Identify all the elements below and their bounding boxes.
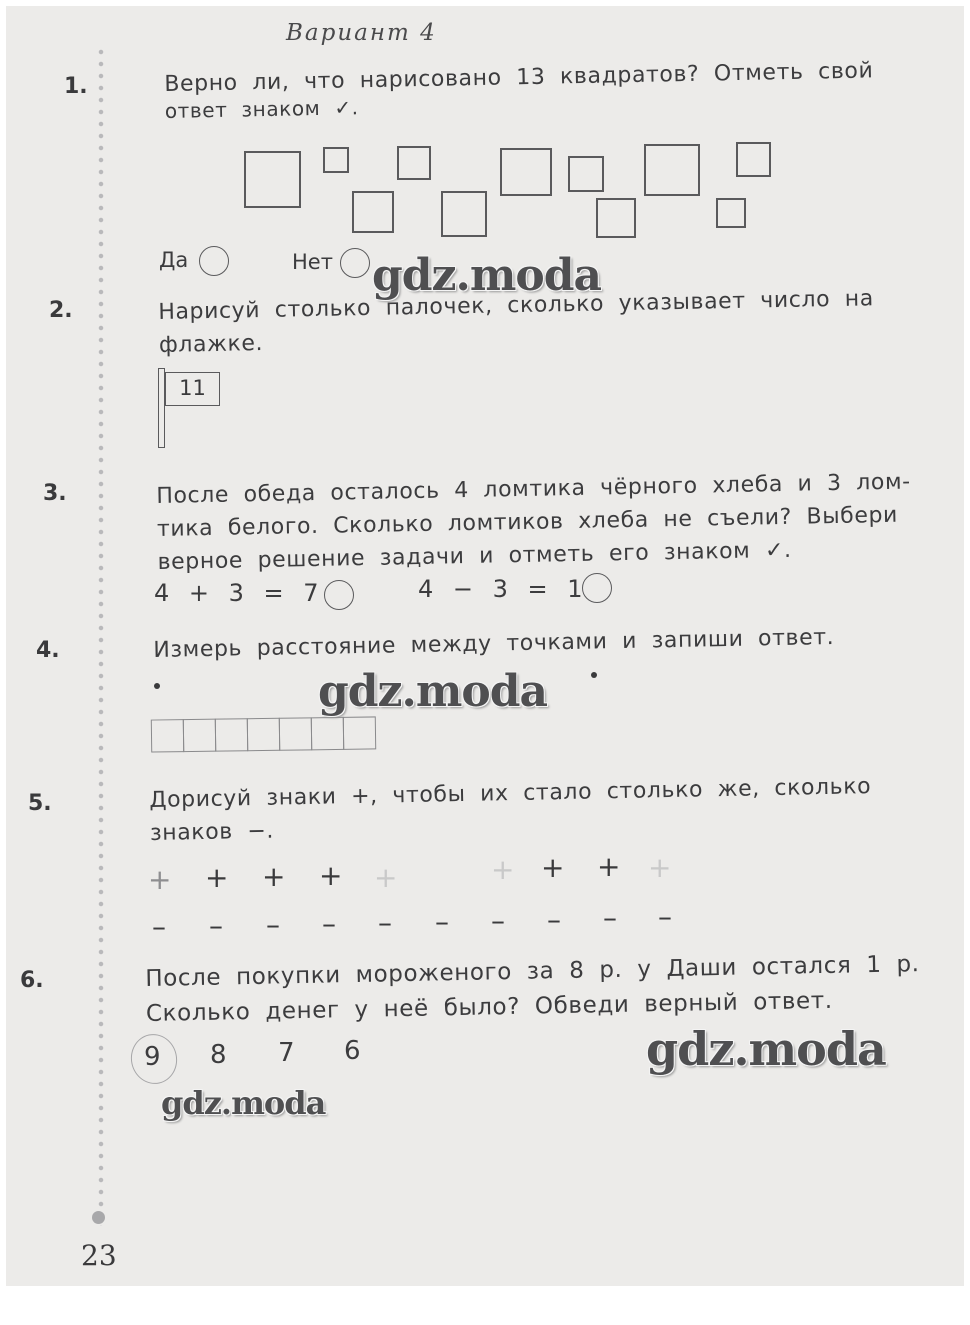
measure-point-right [591, 672, 597, 678]
task-1-number: 1. [64, 74, 88, 99]
task-6-text [145, 947, 921, 1032]
watermark: gdz.moda [318, 666, 548, 717]
task-3-number: 3. [43, 481, 67, 506]
plus-sign: + [319, 859, 343, 892]
answer-option-7[interactable]: 7 [278, 1038, 295, 1068]
task-2-line-2: флажке. [158, 330, 264, 358]
answer-cell[interactable] [311, 717, 344, 750]
measure-point-left [154, 683, 160, 689]
square [568, 156, 604, 192]
square [596, 198, 636, 238]
option-yes-checkbox[interactable] [199, 246, 229, 276]
answer-option-6[interactable]: 6 [344, 1036, 361, 1066]
task-6-number: 6. [20, 968, 44, 993]
minus-sign: – [266, 908, 280, 941]
option-yes-label: Да [159, 248, 189, 272]
task-5-number: 5. [28, 791, 52, 816]
equation-difference: 4 − 3 = 1 [418, 575, 586, 603]
watermark: gdz.moda [161, 1084, 326, 1122]
square [500, 148, 552, 196]
square [716, 198, 746, 228]
flag-number: 11 [165, 372, 220, 406]
task-2-line-1: Нарисуй столько палочек, сколько указывает число на [158, 286, 875, 325]
flag-pole [158, 368, 165, 448]
plus-sign: + [597, 850, 621, 883]
plus-sign: + [205, 861, 229, 894]
minus-sign: – [547, 903, 561, 936]
answer-cell[interactable] [215, 718, 248, 751]
watermark: gdz.moda [372, 250, 602, 301]
task-4-number: 4. [36, 638, 60, 663]
task-3-line-3: верное решение задачи и отметь его знаком ✓. [157, 537, 792, 575]
answer-option-9[interactable]: 9 [144, 1042, 161, 1072]
task-6-line-1: После покупки мороженого за 8 р. у Даши остался 1 р. [145, 951, 920, 992]
answer-cell[interactable] [279, 717, 312, 750]
task-1-line-1: Верно ли, что нарисовано 13 квадратов? Отметь свой [164, 58, 874, 97]
minus-sign: – [378, 906, 392, 939]
task-2-number: 2. [49, 298, 73, 323]
task-5-text [149, 770, 872, 850]
plus-sign: + [491, 853, 515, 886]
minus-sign: – [209, 909, 223, 942]
watermark: gdz.moda [646, 1022, 886, 1076]
answer-cell[interactable] [151, 719, 184, 752]
plus-sign: + [541, 851, 565, 884]
task-1-text [164, 54, 874, 128]
dotted-margin-line [98, 46, 104, 1226]
task-3-line-2: тика белого. Сколько ломтиков хлеба не съели? Выбери [156, 502, 899, 542]
equation-difference-checkbox[interactable] [582, 573, 612, 603]
plus-sign: + [374, 861, 398, 894]
equation-sum-checkbox[interactable] [324, 580, 354, 610]
plus-sign: + [648, 851, 672, 884]
minus-sign: – [603, 901, 617, 934]
answer-cell[interactable] [247, 718, 280, 751]
answer-cells[interactable] [151, 716, 375, 752]
option-no-checkbox[interactable] [340, 248, 370, 278]
square [736, 142, 771, 177]
task-3-line-1: После обеда осталось 4 ломтика чёрного хлеба и 3 лом- [156, 469, 911, 509]
plus-sign: + [262, 860, 286, 893]
square [644, 144, 700, 196]
task-3-text [156, 466, 912, 579]
task-5-line-2: знаков −. [149, 818, 275, 846]
minus-sign: – [491, 904, 505, 937]
square [441, 191, 487, 237]
task-4-text [153, 621, 835, 667]
task-4-line-1: Измерь расстояние между точками и запиши ответ. [153, 624, 835, 663]
answer-cell[interactable] [343, 716, 376, 749]
square [323, 147, 349, 173]
square [352, 191, 394, 233]
page-title: Вариант 4 [286, 20, 437, 46]
square [244, 151, 301, 208]
page-number: 23 [81, 1239, 117, 1272]
minus-sign: – [658, 900, 672, 933]
plus-sign: + [148, 863, 172, 896]
answer-cell[interactable] [183, 719, 216, 752]
task-5-line-1: Дорисуй знаки +, чтобы их стало столько же, сколько [149, 774, 872, 813]
task-1-line-2: ответ знаком ✓. [164, 95, 359, 123]
equation-sum: 4 + 3 = 7 [154, 579, 322, 607]
minus-sign: – [322, 907, 336, 940]
minus-sign: – [435, 905, 449, 938]
square [397, 146, 431, 180]
margin-dot [92, 1211, 105, 1224]
answer-option-8[interactable]: 8 [210, 1040, 227, 1070]
task-6-line-2: Сколько денег у неё было? Обведи верный ответ. [145, 987, 833, 1027]
option-no-label: Нет [292, 250, 333, 274]
workbook-page [6, 6, 964, 1286]
minus-sign: – [152, 910, 166, 943]
